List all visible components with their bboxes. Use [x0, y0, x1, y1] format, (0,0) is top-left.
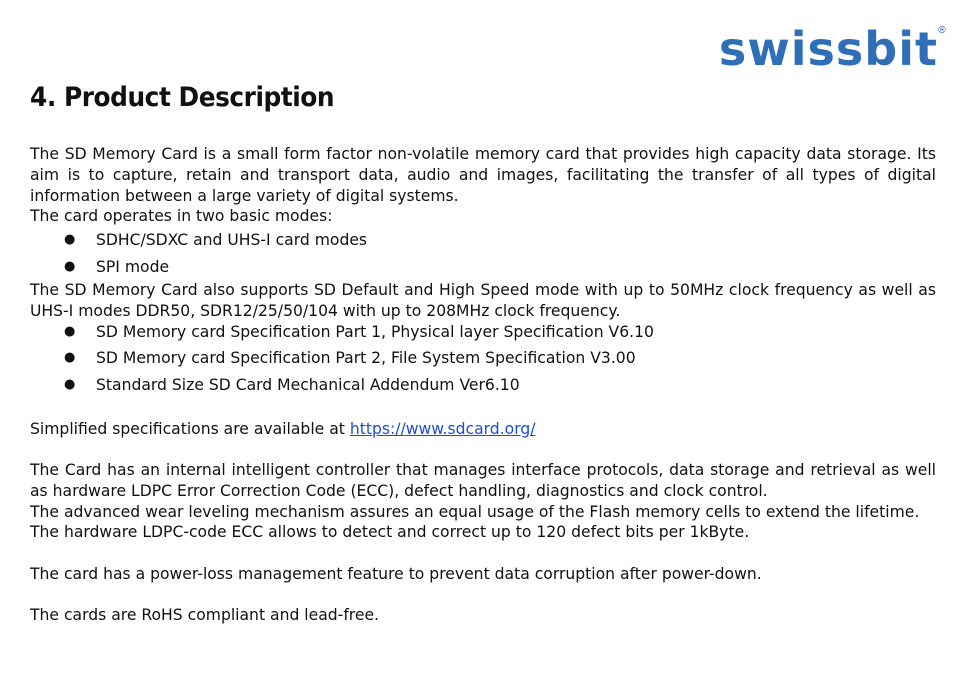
list-item [30, 254, 936, 281]
list-item [30, 345, 936, 372]
spacer [30, 440, 936, 461]
list-item [30, 227, 936, 254]
spacer [30, 398, 936, 419]
bullet-icon: ● [64, 323, 76, 339]
bullet-icon: ● [64, 258, 76, 274]
list-item-text: SD Memory card Specification Part 1, Physical layer Specification V6.10 [96, 322, 654, 341]
swissbit-logo [718, 22, 948, 76]
simplified-paragraph [30, 419, 936, 440]
bullet-icon: ● [64, 350, 76, 366]
simplified-text: Simplified specifications are available at [30, 419, 350, 438]
specs-list [30, 319, 936, 399]
list-item-text: SDHC/SDXC and UHS-I card modes [96, 231, 368, 250]
logo-text: swissbit [718, 22, 938, 76]
section-heading: 4. Product Description [30, 82, 335, 113]
powerloss-paragraph: The card has a power-loss management feature to prevent data corruption after power-down. [30, 564, 762, 583]
rohs-paragraph: The cards are RoHS compliant and lead-free. [30, 606, 380, 625]
product-description-body [30, 144, 936, 626]
list-item [30, 319, 936, 346]
controller-paragraph: The Card has an internal intelligent controller that manages interface protocols, data storage and retrieval as well as hardware LDPC Error Correction Code (ECC), defect handling, diagnostics and clock control. [30, 461, 936, 500]
ecc-paragraph: The hardware LDPC-code ECC allows to detect and correct up to 120 defect bits per 1kByte. [30, 523, 750, 542]
list-item-text: Standard Size SD Card Mechanical Addendum Ver6.10 [96, 375, 520, 394]
spacer [30, 543, 936, 564]
modes-list [30, 227, 936, 280]
supports-paragraph: The SD Memory Card also supports SD Default and High Speed mode with up to 50MHz clock frequency as well as UHS-I modes DDR50, SDR12/25/50/104 with up to 208MHz clock frequency. [30, 281, 936, 320]
list-item [30, 372, 936, 399]
list-item-text: SD Memory card Specification Part 2, File System Specification V3.00 [96, 349, 636, 368]
intro-paragraph: The SD Memory Card is a small form factor non-volatile memory card that provides high capacity data storage. Its aim is to capture, retain and transport data, audio and images, facilitating the transfer of all types of digital information between a large variety of digital systems. [30, 145, 936, 205]
list-item-text: SPI mode [96, 257, 170, 276]
spacer [30, 585, 936, 606]
modes-intro-paragraph: The card operates in two basic modes: [30, 207, 333, 226]
bullet-icon: ● [64, 232, 76, 248]
sdcard-link[interactable]: https://www.sdcard.org/ [349, 419, 536, 438]
bullet-icon: ● [64, 376, 76, 392]
registered-mark: ® [937, 25, 948, 36]
wear-paragraph: The advanced wear leveling mechanism assures an equal usage of the Flash memory cells to extend the lifetime. [30, 502, 920, 521]
